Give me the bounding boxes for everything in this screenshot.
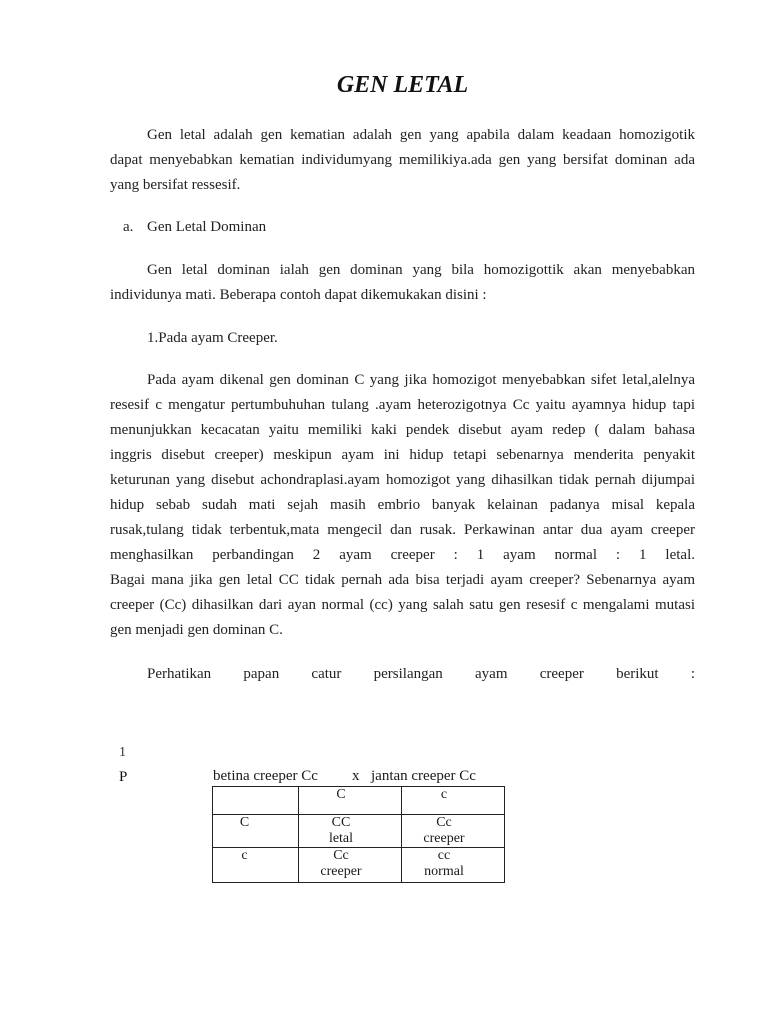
- paragraph-line: Gen letal adalah gen kematian adalah gen yang apabila dalam keadaan homozigotik: [147, 127, 695, 143]
- offspring-cell: [402, 848, 505, 883]
- paragraph-line: keturunan yang disebut achondraplasi.ayam homozigot yang dihasilkan tidak pernah dijumpai: [110, 472, 695, 488]
- paragraph-line: yang bersifat ressesif.: [110, 177, 241, 193]
- offspring-cell: [299, 848, 402, 883]
- punnett-board-table: [212, 786, 505, 883]
- paragraph-line: Gen letal dominan ialah gen dominan yang bila homozigottik akan menyebabkan: [147, 262, 695, 278]
- male-parent-label: jantan creeper Cc: [371, 768, 476, 784]
- dominant-paragraph: [110, 258, 695, 308]
- cross-symbol: x: [352, 768, 360, 784]
- offspring-phenotype: letal: [328, 831, 354, 846]
- board-row: [213, 848, 505, 883]
- corner-cell: [213, 787, 299, 815]
- paragraph-line: resesif c mengatur pertumbuhuhan tulang .ayam heterozigotnya Cc yaitu ayamnya hidup tapi: [110, 397, 695, 413]
- offspring-phenotype: creeper: [320, 864, 362, 879]
- offspring-genotype: Cc: [436, 815, 452, 830]
- instruction-paragraph: [110, 662, 695, 687]
- paragraph-line: hidup sebab sudah mati sejah masih embrio banyak kelainan padanya misal kepala: [110, 497, 695, 513]
- offspring-cell: [402, 815, 505, 848]
- offspring-phenotype: normal: [424, 864, 464, 879]
- paragraph-line: dapat menyebabkan kematian individumyang memilikiya.ada gen yang bersifat dominan ada: [110, 152, 695, 168]
- paragraph-line: menunjukkan kecacatan yaitu memiliki kaki pendek disebut ayam redep ( dalam bahasa: [110, 422, 695, 438]
- cross-index: 1: [119, 745, 126, 760]
- section-heading-text: Gen Letal Dominan: [147, 219, 267, 235]
- paragraph-line: Perhatikan papan catur persilangan ayam creeper berikut :: [147, 666, 695, 682]
- list-marker: a.: [123, 219, 134, 235]
- column-gamete-cell: C: [299, 787, 402, 815]
- paragraph-line: Pada ayam dikenal gen dominan C yang jika homozigot menyebabkan sifet letal,alelnya: [147, 372, 695, 388]
- paragraph-line: creeper (Cc) dihasilkan dari ayan normal (cc) yang salah satu gen resesif c mengalami mutasi: [110, 597, 695, 613]
- intro-paragraph: [110, 123, 695, 198]
- paragraph-line: rusak,tulang tidak terbentuk,mata mengecil dan rusak. Perkawinan antar dua ayam creeper: [110, 522, 695, 538]
- offspring-genotype: CC: [331, 815, 351, 830]
- example-heading: 1.Pada ayam Creeper.: [147, 330, 278, 346]
- offspring-phenotype: creeper: [423, 831, 465, 846]
- paragraph-line: Bagai mana jika gen letal CC tidak pernah ada bisa terjadi ayam creeper? Sebenarnya ayam: [110, 572, 695, 588]
- document-title: GEN LETAL: [336, 72, 469, 98]
- paragraph-line: inggris disebut creeper) meskipun ayam ini hidup tetapi sebenarnya menderita penyakit: [110, 447, 695, 463]
- board-header-row: [213, 787, 505, 815]
- row-gamete-cell: C: [213, 815, 299, 848]
- row-gamete-cell: c: [213, 848, 299, 883]
- offspring-genotype: Cc: [333, 848, 349, 863]
- paragraph-line: individunya mati. Beberapa contoh dapat dikemukakan disini :: [110, 287, 487, 303]
- offspring-cell: [299, 815, 402, 848]
- female-parent-label: betina creeper Cc: [213, 768, 318, 784]
- board-row: [213, 815, 505, 848]
- column-gamete-cell: c: [402, 787, 505, 815]
- paragraph-line: menghasilkan perbandingan 2 ayam creeper : 1 ayam normal : 1 letal.: [110, 547, 695, 563]
- paragraph-line: gen menjadi gen dominan C.: [110, 622, 283, 638]
- creeper-paragraph: [110, 368, 695, 643]
- parental-generation-label: P: [119, 769, 128, 785]
- offspring-genotype: cc: [437, 848, 451, 863]
